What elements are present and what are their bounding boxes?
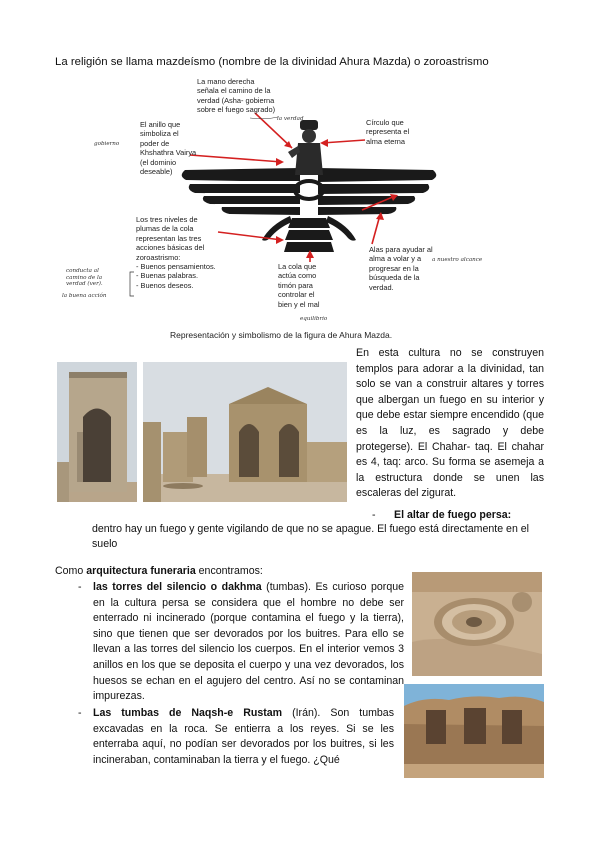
faravahar-diagram bbox=[0, 0, 600, 340]
tail-feathers bbox=[284, 218, 334, 252]
diagram-caption: Representación y simbolismo de la figura de Ahura Mazda. bbox=[170, 330, 393, 340]
right-wing bbox=[318, 168, 436, 215]
handwritten-gobierno: gobierno bbox=[94, 141, 120, 147]
label-circle: Círculo que representa el alma eterna bbox=[366, 118, 410, 146]
altar-bullet: - bbox=[372, 509, 376, 521]
fire-temple-paragraph: En esta cultura no se construyen templos para adorar a la divinidad, tan solo se van a construir altares y torres que albergan un fuego en su interior y que debe estar siempre encendido (que es la luz, es sagrado y debe protegerse). El Chahar- taq. El chahar es 4, taq: arco. Su forma se asemeja a la estructura donde se unen las escaleras del zigurat. bbox=[356, 347, 544, 500]
dakhma-paragraph: las torres del silencio o dakhma (tumbas). Es curioso porque en la cultura persa se considera que el hombre no debe ser enterrado ni incinerado (porque contamina el fuego y la tierra), sino que tienen que ser devorados por los buitres. Para ello se llevan a las torres del silencio los cuerpos. En el interior vemos 3 anillos en los que se deposita el cuerpo y una vez devorados, los huesos se echan en el agujero del centro. Así no se contaminan impurezas. bbox=[93, 581, 405, 703]
photo-naqsh-e-rustam bbox=[404, 684, 544, 778]
naqsh-bullet: - bbox=[78, 707, 82, 719]
handwritten-verdad: la verdad bbox=[277, 116, 304, 122]
altar-text: dentro hay un fuego y gente vigilando de que no se apague. El fuego está directamente en el suelo bbox=[92, 523, 530, 551]
handwritten-equilibrio: equilibrio bbox=[300, 316, 328, 322]
label-tail-levels: Los tres niveles de plumas de la cola representan las tres acciones básicas del zoroastrismo: - Buenos pensamientos. - Buenas palabras. - Buenos deseos. bbox=[136, 215, 216, 290]
photo-chahar-taq bbox=[57, 362, 137, 502]
dakhma-bullet: - bbox=[78, 581, 82, 593]
page-title: La religión se llama mazdeísmo (nombre de la divinidad Ahura Mazda) o zoroastrismo bbox=[55, 56, 489, 68]
label-wings: Alas para ayudar al alma a volar y a progresar en la búsqueda de la verdad. bbox=[369, 245, 433, 292]
handwritten-nuestro: a nuestro alcance bbox=[432, 257, 483, 263]
handwritten-buena-accion: la buena acción bbox=[62, 293, 107, 299]
funerary-intro: Como arquitectura funeraria encontramos: bbox=[55, 565, 263, 577]
label-rudder: La cola que actúa como timón para controlar el bien y el mal bbox=[278, 262, 320, 309]
photo-fire-temple bbox=[143, 362, 347, 502]
left-wing bbox=[182, 168, 300, 215]
altar-title: El altar de fuego persa: bbox=[394, 509, 512, 521]
handwritten-conducta: conducta al camino de la verdad (ver). bbox=[66, 268, 103, 287]
label-right-hand: La mano derecha señala el camino de la verdad (Asha- gobierna sobre el fuego sagrado) bbox=[197, 77, 276, 115]
label-ring: El anillo que simboliza el poder de Khshathra Vairya (el dominio deseable) bbox=[140, 120, 197, 177]
naqsh-paragraph: Las tumbas de Naqsh-e Rustam (Irán). Son tumbas excavadas en la roca. Se entierra a los reyes. Si se les enterraba aquí, no podían ser devorados por los buitres, si les incineraban, contaminaban la tierra y el fuego. ¿Qué bbox=[93, 707, 394, 766]
photo-tower-of-silence bbox=[412, 572, 542, 676]
